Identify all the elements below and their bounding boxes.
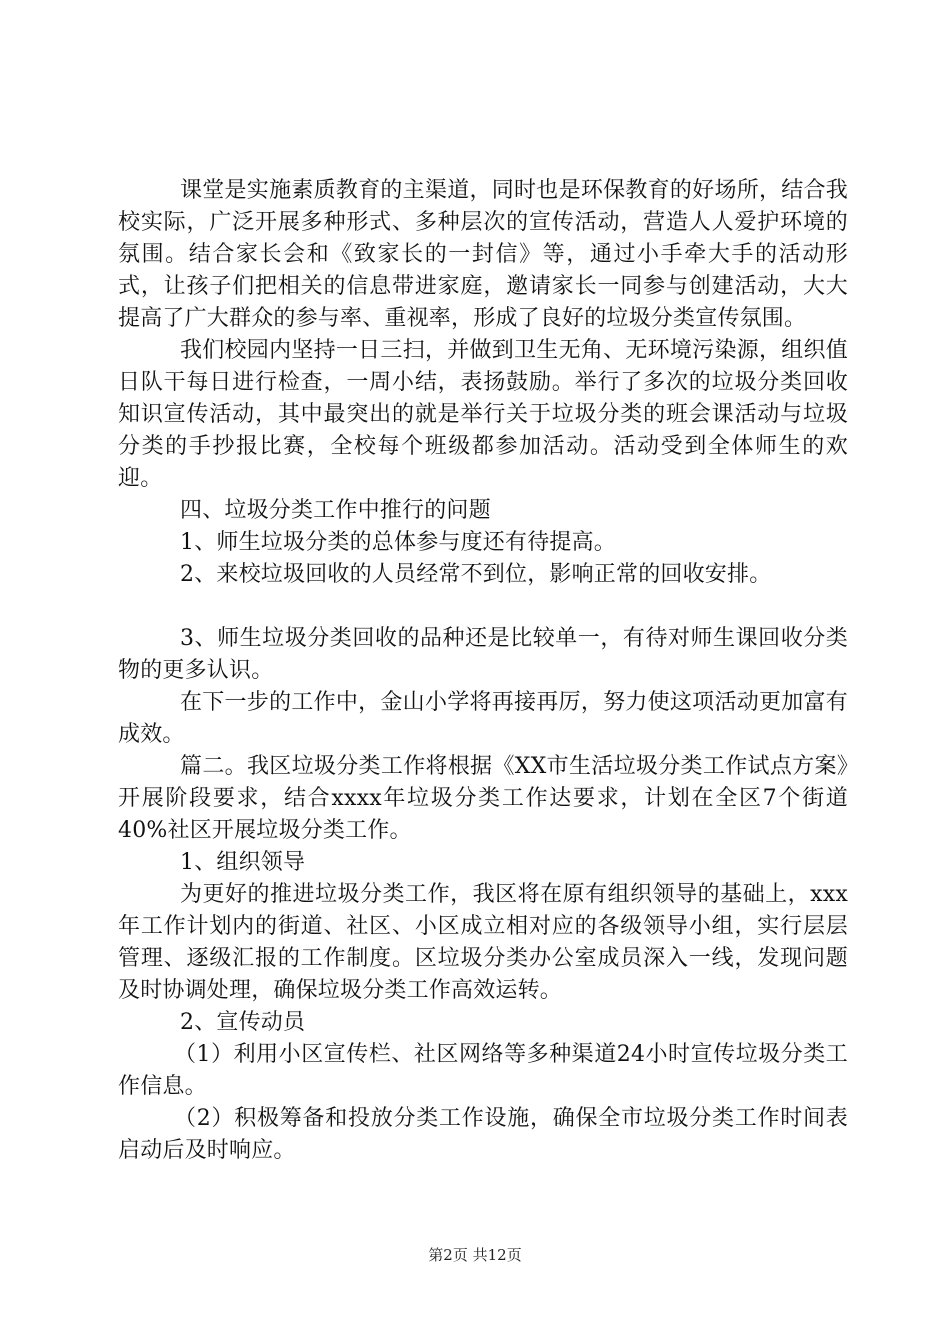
publicity-item-1: （1）利用小区宣传栏、社区网络等多种渠道24小时宣传垃圾分类工作信息。 bbox=[118, 1042, 848, 1099]
publicity-item-2: （2）积极筹备和投放分类工作设施，确保全市垃圾分类工作时间表启动后及时响应。 bbox=[118, 1106, 848, 1163]
paragraph-classroom-education: 课堂是实施素质教育的主渠道，同时也是环保教育的好场所，结合我校实际，广泛开展多种形式、多种层次的宣传活动，营造人人爱护环境的氛围。结合家长会和《致家长的一封信》等，通过小手牵大手的活动形式，让孩子们把相关的信息带进家庭，邀请家长一同参与创建活动，大大提高了广大群众的参与率、重视率，形成了良好的垃圾分类宣传氛围。 bbox=[118, 178, 848, 331]
paragraph-organization: 为更好的推进垃圾分类工作，我区将在原有组织领导的基础上，xxx年工作计划内的街道、社区、小区成立相对应的各级领导小组，实行层层管理、逐级汇报的工作制度。区垃圾分类办公室成员深入一线，发现问题及时协调处理，确保垃圾分类工作高效运转。 bbox=[118, 882, 848, 1003]
paragraph-part-two-intro: 篇二。我区垃圾分类工作将根据《XX市生活垃圾分类工作试点方案》开展阶段要求，结合xxxx年垃圾分类工作达要求，计划在全区7个街道40%社区开展垃圾分类工作。 bbox=[118, 754, 848, 843]
page-number-label: 第2页 共12页 bbox=[428, 1246, 522, 1264]
paragraph-campus-cleaning: 我们校园内坚持一日三扫，并做到卫生无角、无环境污染源，组织值日队干每日进行检查，一周小结，表扬鼓励。举行了多次的垃圾分类回收知识宣传活动，其中最突出的就是举行关于垃圾分类的班会课活动与垃圾分类的手抄报比赛，全校每个班级都参加活动。活动受到全体师生的欢迎。 bbox=[118, 338, 848, 491]
section-heading-organization: 1、组织领导 bbox=[180, 850, 306, 875]
section-heading-problems: 四、垃圾分类工作中推行的问题 bbox=[180, 498, 491, 523]
paragraph-gap bbox=[118, 591, 848, 623]
problem-item-2: 2、来校垃圾回收的人员经常不到位，影响正常的回收安排。 bbox=[180, 562, 772, 587]
problem-item-3: 3、师生垃圾分类回收的品种还是比较单一，有待对师生课回收分类物的更多认识。 bbox=[118, 626, 848, 683]
paragraph-next-steps: 在下一步的工作中，金山小学将再接再厉，努力使这项活动更加富有成效。 bbox=[118, 690, 848, 747]
page-footer bbox=[0, 1244, 950, 1265]
document-body bbox=[118, 175, 848, 1167]
section-heading-publicity: 2、宣传动员 bbox=[180, 1010, 306, 1035]
problem-item-1: 1、师生垃圾分类的总体参与度还有待提高。 bbox=[180, 530, 616, 555]
